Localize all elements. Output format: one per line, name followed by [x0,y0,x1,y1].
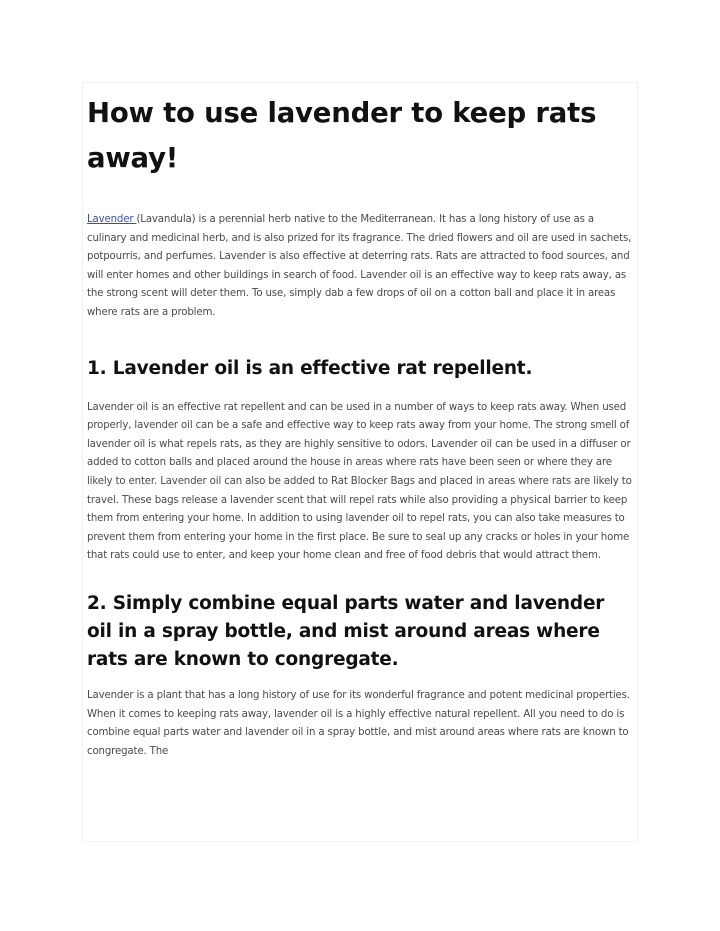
section-2-heading: 2. Simply combine equal parts water and lavender oil in a spray bottle, and mist around areas where rats are known to congregate. [87,592,605,670]
document-page [82,82,638,842]
section-1-paragraph: Lavender oil is an effective rat repellent and can be used in a number of ways to keep rats away. When used properly, lavender oil can be a safe and effective way to keep rats away from your home. The strong smell of lavender oil is what repels rats, as they are highly sensitive to odors. Lavender oil can be used in a diffuser or added to cotton balls and placed around the house in areas where rats have been seen or where they are likely to enter. Lavender oil can also be added to Rat Blocker Bags and placed in areas where rats are likely to travel. These bags release a lavender scent that will repel rats while also providing a physical barrier to keep them from entering your home. In addition to using lavender oil to repel rats, you can also take measures to prevent them from entering your home in the first place. Be sure to seal up any cracks or holes in your home that rats could use to enter, and keep your home clean and free of food debris that would attract them. [87,401,632,562]
section-1-heading: 1. Lavender oil is an effective rat repellent. [87,357,533,379]
intro-text: (Lavandula) is a perennial herb native to the Mediterranean. It has a long history of use as a culinary and medicinal herb, and is also prized for its fragrance. The dried flowers and oil are used in sachets, potpourris, and perfumes. Lavender is also effective at deterring rats. Rats are attracted to food sources, and will enter homes and other buildings in search of food. Lavender oil is an effective way to keep rats away, as the strong scent will deter them. To use, simply dab a few drops of oil on a cotton ball and place it in areas where rats are a problem. [87,214,632,318]
article-title: How to use lavender to keep rats away! [87,97,597,174]
section-2-paragraph: Lavender is a plant that has a long history of use for its wonderful fragrance and potent medicinal properties. When it comes to keeping rats away, lavender oil is a highly effective natural repellent. All you need to do is combine equal parts water and lavender oil in a spray bottle, and mist around areas where rats are known to congregate. The [87,689,630,757]
lavender-link[interactable]: Lavender [87,214,137,225]
article [87,91,633,761]
intro-paragraph [87,211,633,323]
